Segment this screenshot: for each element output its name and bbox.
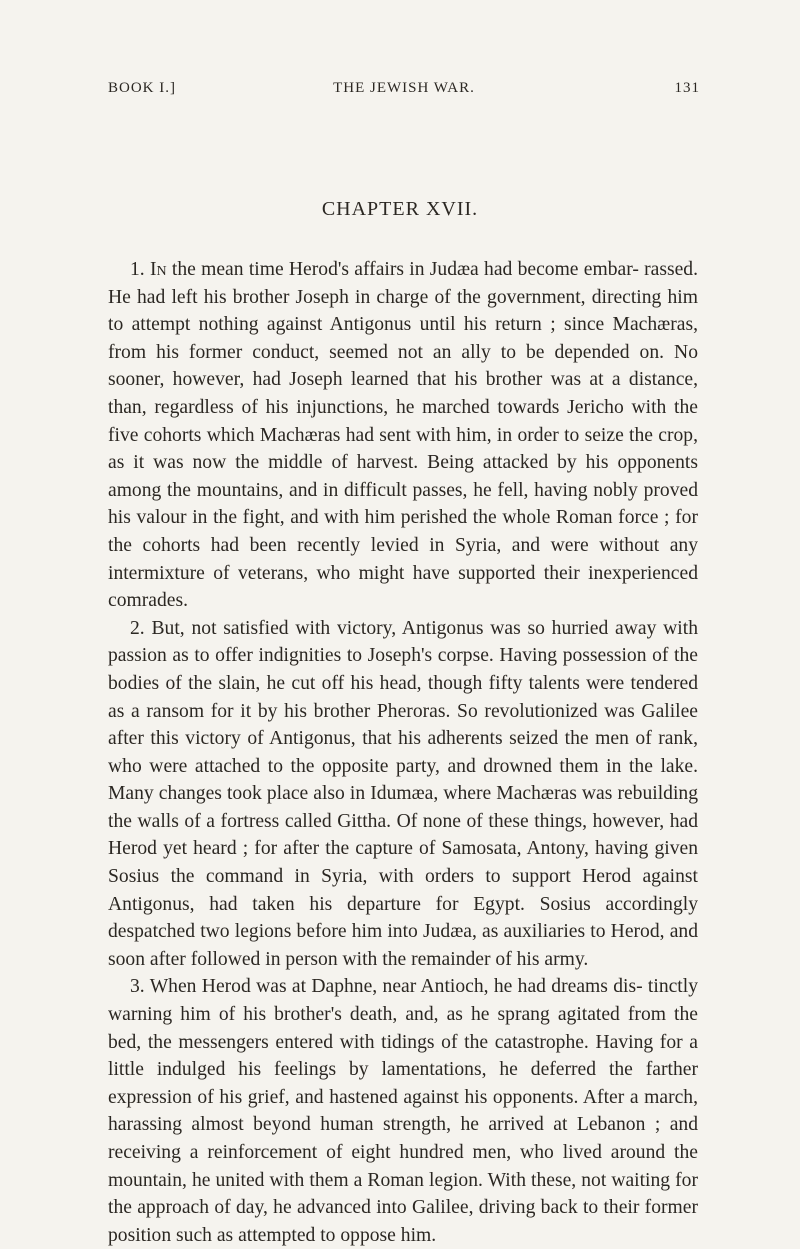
header-book-label: BOOK I.] [108, 80, 176, 96]
running-header [108, 80, 700, 104]
page-number: 131 [674, 80, 700, 96]
paragraph-number: 1. [130, 259, 145, 280]
paragraph-3 [108, 973, 698, 1249]
paragraph-1 [108, 256, 698, 615]
header-title: THE JEWISH WAR. [333, 80, 475, 96]
paragraph-2 [108, 615, 698, 974]
chapter-title: CHAPTER XVII. [321, 198, 479, 220]
paragraph-text: the mean time Herod's affairs in Judæa had become embar- rassed. He had left his brother Joseph in charge of the government, directing him to attempt nothing against Antigonus until his return ; since Machæras, from his former conduct, seemed not an ally to be depended on. No sooner, however, had Joseph learned that his brother was at a distance, than, regardless of his injunctions, he marched towards Jericho with the five cohorts which Machæras had sent with him, in order to seize the crop, as it was now the middle of harvest. Being attacked by his opponents among the mountains, and in difficult passes, he fell, having nobly proved his valour in the fight, and with him perished the whole Roman force ; for the cohorts had been recently levied in Syria, and were without any intermixture of veterans, who might have supported their inexperienced comrades. [108, 259, 699, 612]
paragraph-text: But, not satisfied with victory, Antigonus was so hurried away with passion as to offer indignities to Joseph's corpse. Having possession of the bodies of the slain, he cut off his head, though fifty talents were tendered as a ransom for it by his brother Pheroras. So revolutionized was Galilee after this victory of Antigonus, that his adherents seized the men of rank, who were attached to the opposite party, and drowned them in the lake. Many changes took place also in Idumæa, where Machæras was rebuilding the walls of a fortress called Gittha. Of none of these things, however, had Herod yet heard ; for after the capture of Samosata, Antony, having given Sosius the command in Syria, with orders to support Herod against Antigonus, had taken his departure for Egypt. Sosius accordingly despatched two legions before him into Judæa, as auxiliaries to Herod, and soon after followed in person with the remainder of his army. [108, 617, 698, 970]
paragraph-number: 2. [130, 617, 145, 639]
paragraph-text: When Herod was at Daphne, near Antioch, he had dreams dis- tinctly warning him of his brother's death, and, as he sprang agitated from the bed, the messengers entered with tidings of the catastrophe. Having for a little indulged his feelings by lamentations, he deferred the farther expression of his grief, and hastened against his opponents. After a march, harassing almost beyond human strength, he arrived at Lebanon ; and receiving a reinforcement of eight hundred men, who lived around the mountain, he united with them a Roman legion. With these, not waiting for the approach of day, he advanced into Galilee, driving back to their former position such as attempted to oppose him. [108, 976, 698, 1246]
body-text [108, 256, 698, 1249]
paragraph-number: 3. [130, 976, 145, 998]
paragraph-lead-word: In [149, 259, 167, 280]
